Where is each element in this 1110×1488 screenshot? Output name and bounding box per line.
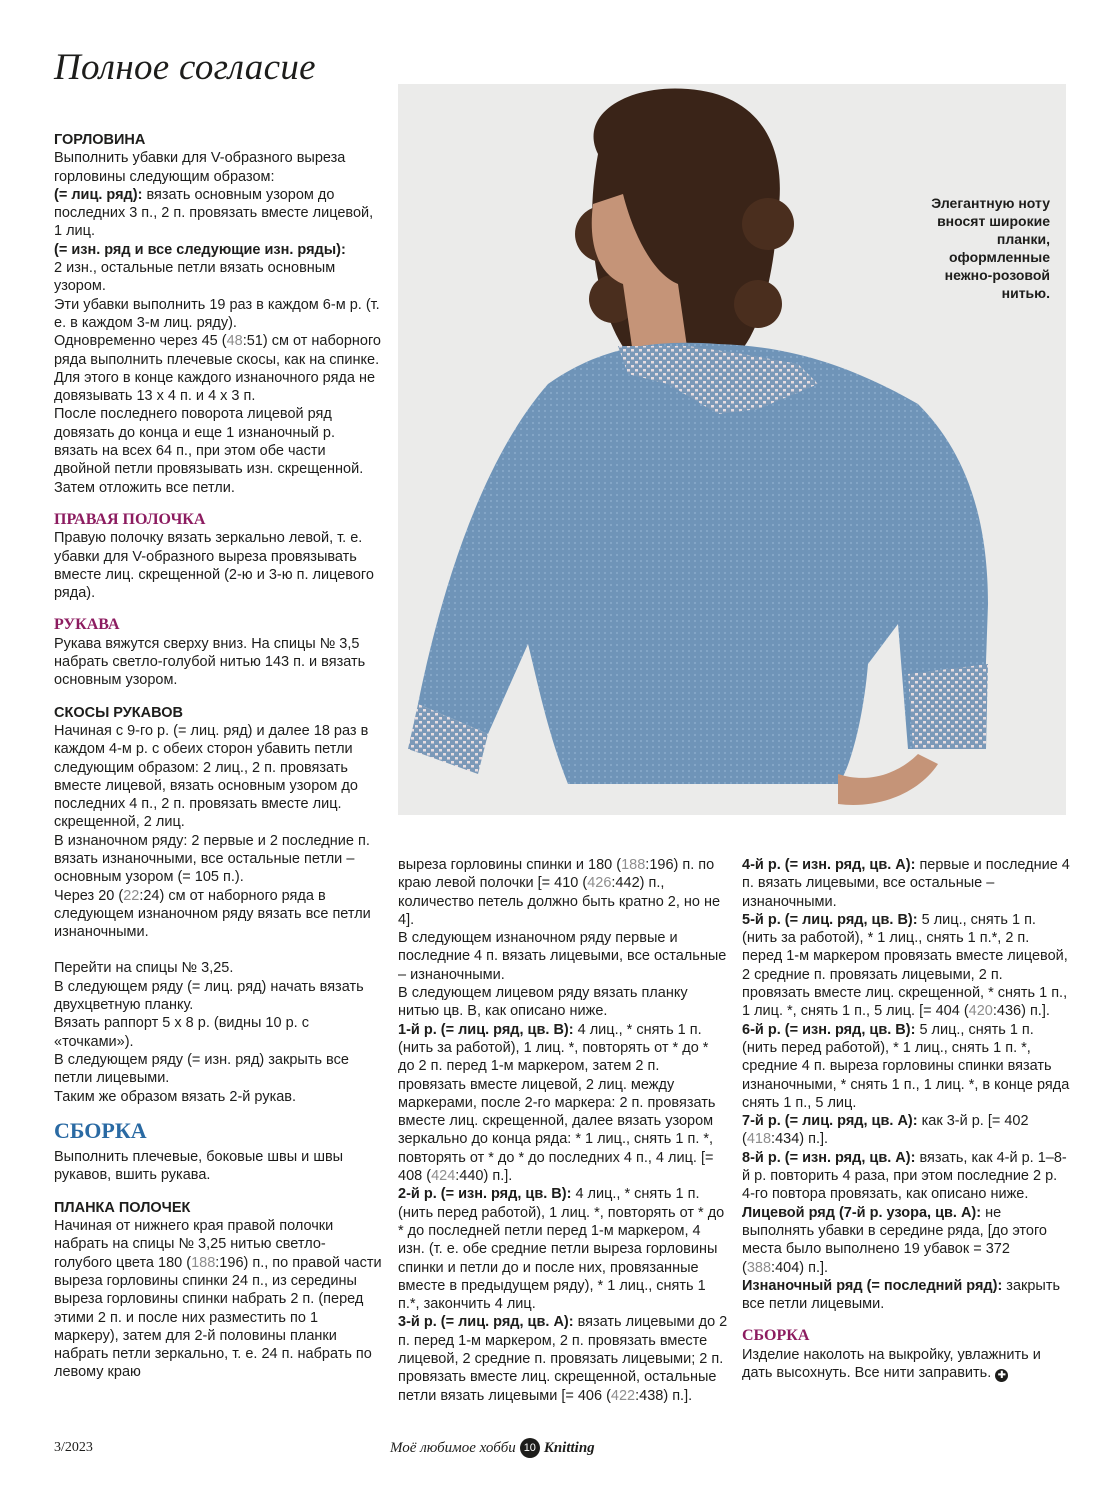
paragraph: Вязать раппорт 5 х 8 р. (видны 10 р. с «точками»). [54, 1015, 309, 1050]
paragraph: После последнего поворота лицевой ряд довязать до конца и еще 1 изнаночный р. вязать на всех 64 п., при этом обе части двойной петли провязывать изн. скрещенной. Затем отложить все петли. [54, 406, 364, 496]
paragraph: В изнаночном ряду: 2 первые и 2 последние п. вязать изнаночными, все остальные петли – основным узором (= 105 п.). [54, 832, 370, 886]
paragraph: Выполнить плечевые, боковые швы и швы рукавов, вшить рукава. [54, 1149, 344, 1184]
section-heading-sleeve-bevels: СКОСЫ РУКАВОВ [54, 704, 183, 721]
section-name: Knitting [543, 1439, 595, 1456]
paragraph: 2-й р. (= изн. ряд, цв. B): 4 лиц., * снять 1 п. (нить перед работой), 1 лиц. *, повторять от * до * до последней петли перед 1-м маркером, 4 изн. (т. е. обе средние петли выреза горловины спинки и петли до и после них, провязанные вместе в предыдущем ряду), * 1 лиц., снять 1 п.*, закончить 4 лиц. [398, 1186, 725, 1313]
column-right [742, 856, 1072, 1382]
paragraph: 3-й р. (= лиц. ряд, цв. A): вязать лицевыми до 2 п. перед 1-м маркером, 2 п. провязать вместе лицевой, 2 средние п. провязать лицевыми; 2 п. провязать вместе лиц. скрещенной, остальные петли вязать лицевыми [= 406 (422:438) п.]. [398, 1314, 728, 1404]
column-middle [398, 856, 728, 1405]
paragraph-bold: (= изн. ряд и все следующие изн. ряды): [54, 241, 346, 258]
paragraph: В следующем лицевом ряду вязать планку нитью цв. B, как описано ниже. [398, 985, 688, 1020]
magazine-name: Моё любимое хобби [390, 1439, 516, 1456]
paragraph: 2 изн., остальные петли вязать основным узором. [54, 260, 336, 295]
section-heading-neck: ГОРЛОВИНА [54, 132, 146, 148]
section-heading-right-front: ПРАВАЯ ПОЛОЧКА [54, 510, 206, 528]
paragraph: Через 20 (22:24) см от наборного ряда в следующем изнаночном ряду вязать все петли изнаночными. [54, 887, 371, 941]
section-heading-assembly: СБОРКА [54, 1117, 147, 1143]
paragraph: 7-й р. (= лиц. ряд, цв. A): как 3-й р. [= 402 (418:434) п.]. [742, 1113, 1029, 1148]
paragraph: Выполнить убавки для V-образного выреза горловины следующим образом: [54, 150, 346, 185]
paragraph: Правую полочку вязать зеркально левой, т. е. убавки для V-образного выреза провязывать вместе лиц. скрещенной (2-ю и 3-ю п. лицевого ряда). [54, 530, 374, 602]
section-heading-assembly-final: СБОРКА [742, 1327, 810, 1345]
paragraph: выреза горловины спинки и 180 (188:196) п. по краю левой полочки [= 410 (426:442) п., количество петель должно быть кратно 2, но не 4]. [398, 857, 721, 928]
sweater-photo [398, 84, 1066, 815]
paragraph: Рукава вяжутся сверху вниз. На спицы № 3,5 набрать светло-голубой нитью 143 п. и вязать основным узором. [54, 635, 366, 689]
photo-caption: Элегантную ноту вносят широкие планки, оформленные нежно-розовой нитью. [931, 195, 1050, 301]
issue-number: 3/2023 [54, 1440, 93, 1455]
section-heading-front-band: ПЛАНКА ПОЛОЧЕК [54, 1199, 191, 1216]
paragraph: Эти убавки выполнить 19 раз в каждом 6-м р. (т. е. в каждом 3-м лиц. ряду). [54, 296, 380, 331]
paragraph: Изделие наколоть на выкройку, увлажнить и дать высохнуть. Все нити заправить. ✚ [742, 1346, 1041, 1382]
column-left [54, 131, 382, 1382]
paragraph: Изнаночный ряд (= последний ряд): закрыть все петли лицевыми. [742, 1277, 1061, 1313]
paragraph: 6-й р. (= изн. ряд, цв. B): 5 лиц., снять 1 п. (нить перед работой), * 1 лиц., снять 1 п. *, средние 4 п. выреза горловины спинки вязать изнаночными, * снять 1 п., 1 лиц. *, в конце ряда снять 1 п., 5 лиц. [742, 1021, 1070, 1111]
paragraph: Одновременно через 45 (48:51) см от наборного ряда выполнить плечевые скосы, как на спинке. Для этого в конце каждого изнаночного ряда не довязывать 13 х 4 п. и 4 х 3 п. [54, 333, 381, 405]
section-heading-sleeves: РУКАВА [54, 616, 120, 634]
paragraph: 8-й р. (= изн. ряд, цв. A): вязать, как 4-й р. 1–8-й р. повторить 4 раза, при этом последние 2 р. 4-го повтора провязать, как описано ниже. [742, 1149, 1067, 1203]
footer-magazine [390, 1438, 595, 1458]
paragraph: В следующем ряду (= изн. ряд) закрыть все петли лицевыми. [54, 1051, 349, 1087]
paragraph: Перейти на спицы № 3,25. [54, 960, 234, 977]
paragraph: 4-й р. (= изн. ряд, цв. A): первые и последние 4 п. вязать лицевыми, все остальные – изнаночными. [742, 857, 1070, 910]
page-title: Полное согласие [54, 47, 316, 88]
paragraph: Лицевой ряд (7-й р. узора, цв. A): не выполнять убавки в середине ряда, [до этого места было выполнено 19 убавок = 372 (388:404) п.]. [742, 1204, 1047, 1276]
paragraph: (= лиц. ряд): вязать основным узором до последних 3 п., 2 п. провязать вместе лицевой, 1 лиц. [54, 186, 374, 240]
paragraph: Начиная от нижнего края правой полочки набрать на спицы № 3,25 нитью светло-голубого цвета 180 (188:196) п., по правой части выреза горловины спинки 24 п., из середины выреза горловины спинки набрать 2 п. (перед этими 2 п. и после них разместить по 1 маркеру), затем для 2-й половины планки набрать петли зеркально, т. е. 24 п. набрать по левому краю [54, 1218, 382, 1381]
paragraph: 1-й р. (= лиц. ряд, цв. B): 4 лиц., * снять 1 п. (нить за работой), 1 лиц. *, повторять от * до * до 2 п. перед 1-м маркером, затем 2 п. провязать вместе лицевой, 2 лиц. между маркерами, после 2-го маркера: 2 п. провязать вместе лиц. скрещенной, далее вязать узором зеркально до конца ряда: * 1 лиц., снять 1 п. *, повторять от * до * до последних 4 п., 4 лиц. [= 408 (424:440) п.]. [398, 1021, 716, 1185]
page-number: 10 [520, 1438, 540, 1458]
paragraph: Таким же образом вязать 2-й рукав. [54, 1088, 297, 1105]
end-mark-icon: ✚ [995, 1369, 1008, 1382]
paragraph: 5-й р. (= лиц. ряд, цв. B): 5 лиц., снять 1 п. (нить за работой), * 1 лиц., снять 1 п.*, 2 п. перед 1-м маркером провязать вместе лицевой, 2 средние п. провязать лицевыми, 2 п. провязать вместе лиц. скрещенной, * снять 1 п., 1 лиц. *, снять 1 п., 5 лиц. [= 404 (420:436) п.]. [742, 911, 1068, 1020]
paragraph: В следующем изнаночном ряду первые и последние 4 п. вязать лицевыми, все остальные – изнаночными. [398, 930, 727, 983]
paragraph: В следующем ряду (= лиц. ряд) начать вязать двухцветную планку. [54, 978, 364, 1014]
paragraph: Начиная с 9-го р. (= лиц. ряд) и далее 18 раз в каждом 4-м р. с обеих сторон убавить петли следующим образом: 2 лиц., 2 п. провязать вместе лицевой, вязать основным узором до последних 4 п., 2 п. провязать вместе лиц. скрещенной, 2 лиц. [54, 722, 369, 831]
